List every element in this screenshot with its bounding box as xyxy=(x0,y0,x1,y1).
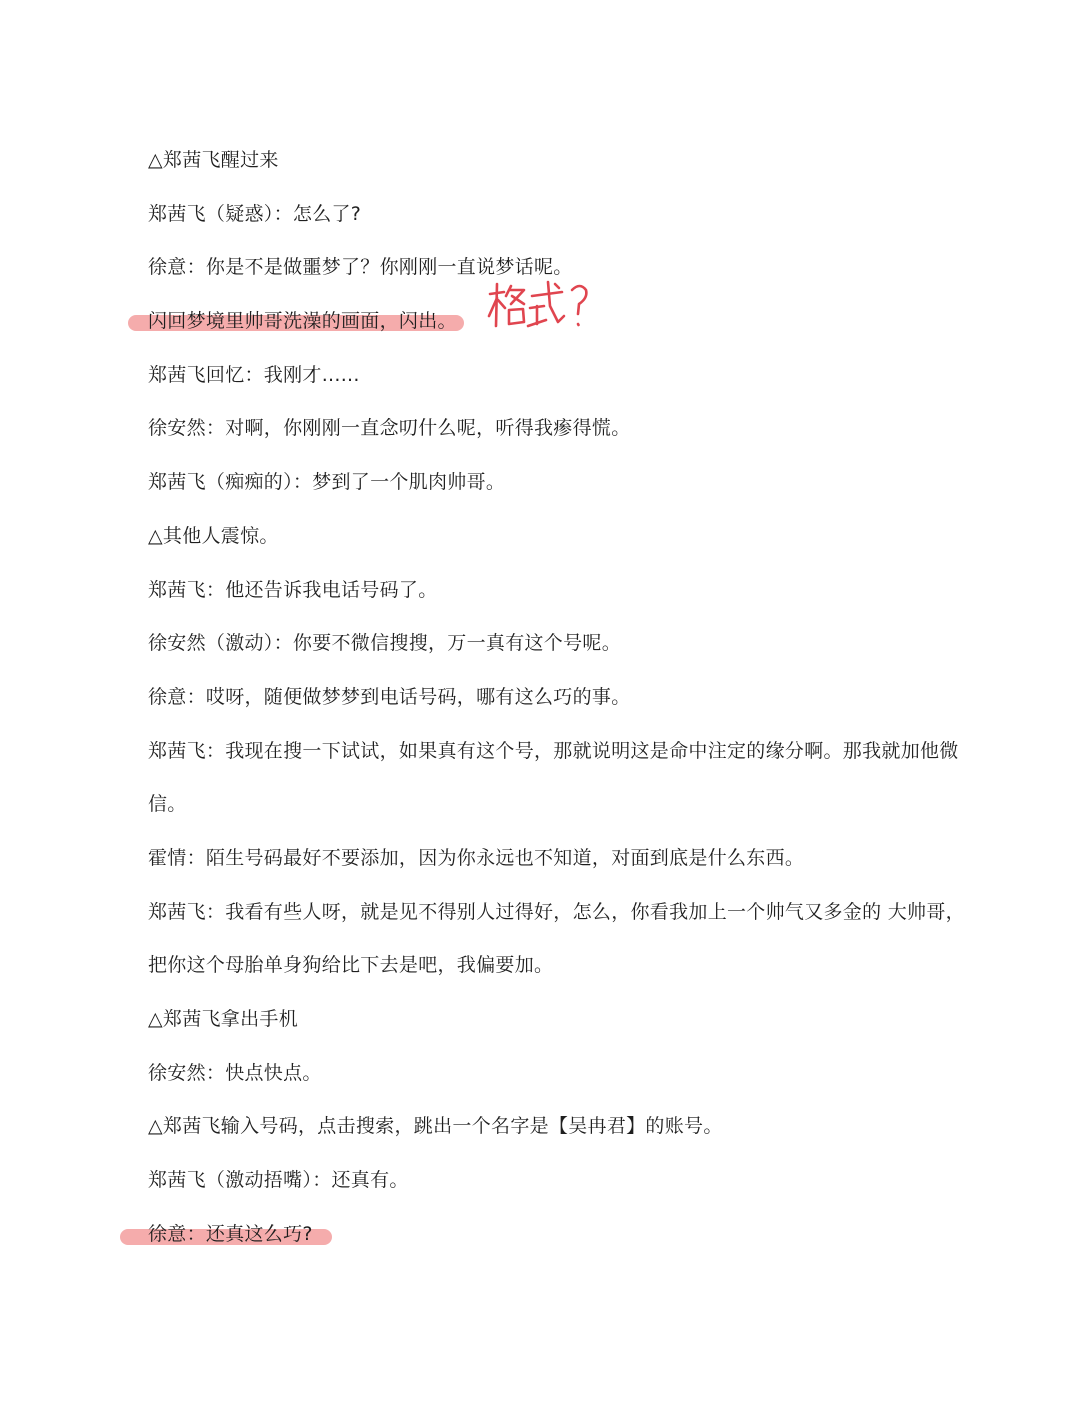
script-line-highlighted: 闪回梦境里帅哥洗澡的画面，闪出。 xyxy=(148,295,968,349)
script-line: △郑茜飞醒过来 xyxy=(148,149,279,171)
script-line: 霍情：陌生号码最好不要添加，因为你永远也不知道，对面到底是什么东西。 xyxy=(148,846,805,869)
script-line: 郑茜飞（激动捂嘴）：还真有。 xyxy=(148,1169,409,1192)
script-line: 郑茜飞回忆：我刚才...... xyxy=(148,363,360,386)
script-line: 徐意：你是不是做噩梦了？你刚刚一直说梦话呢。 xyxy=(148,256,573,279)
script-line: △郑茜飞输入号码，点击搜索，跳出一个名字是【吴冉君】的账号。 xyxy=(148,1115,723,1138)
script-line: 郑茜飞：我看有些人呀，就是见不得别人过得好，怎么，你看我加上一个帅气又多金的 大帅哥，把你这个母胎单身狗给比下去是吧，我偏要加。 xyxy=(148,900,965,977)
script-line: △郑茜飞拿出手机 xyxy=(148,1008,299,1031)
script-line: △其他人震惊。 xyxy=(148,524,279,547)
script-line: 徐安然：快点快点。 xyxy=(148,1061,322,1084)
script-line: 郑茜飞（疑惑）：怎么了? xyxy=(148,202,362,225)
script-line: 徐安然：对啊，你刚刚一直念叨什么呢，听得我瘆得慌。 xyxy=(148,417,631,440)
script-line: 郑茜飞：我现在搜一下试试，如果真有这个号，那就说明这是命中注定的缘分啊。那我就加他微信。 xyxy=(148,739,959,816)
script-line-highlighted: 徐意：还真这么巧? xyxy=(148,1208,968,1262)
script-line: 徐安然（激动）：你要不微信搜搜，万一真有这个号呢。 xyxy=(148,632,622,655)
handwritten-annotation xyxy=(484,276,594,336)
script-line: 郑茜飞：他还告诉我电话号码了。 xyxy=(148,578,438,601)
script-line: 徐意：哎呀，随便做梦梦到电话号码，哪有这么巧的事。 xyxy=(148,685,631,708)
script-line: 郑茜飞（痴痴的）：梦到了一个肌肉帅哥。 xyxy=(148,471,506,494)
